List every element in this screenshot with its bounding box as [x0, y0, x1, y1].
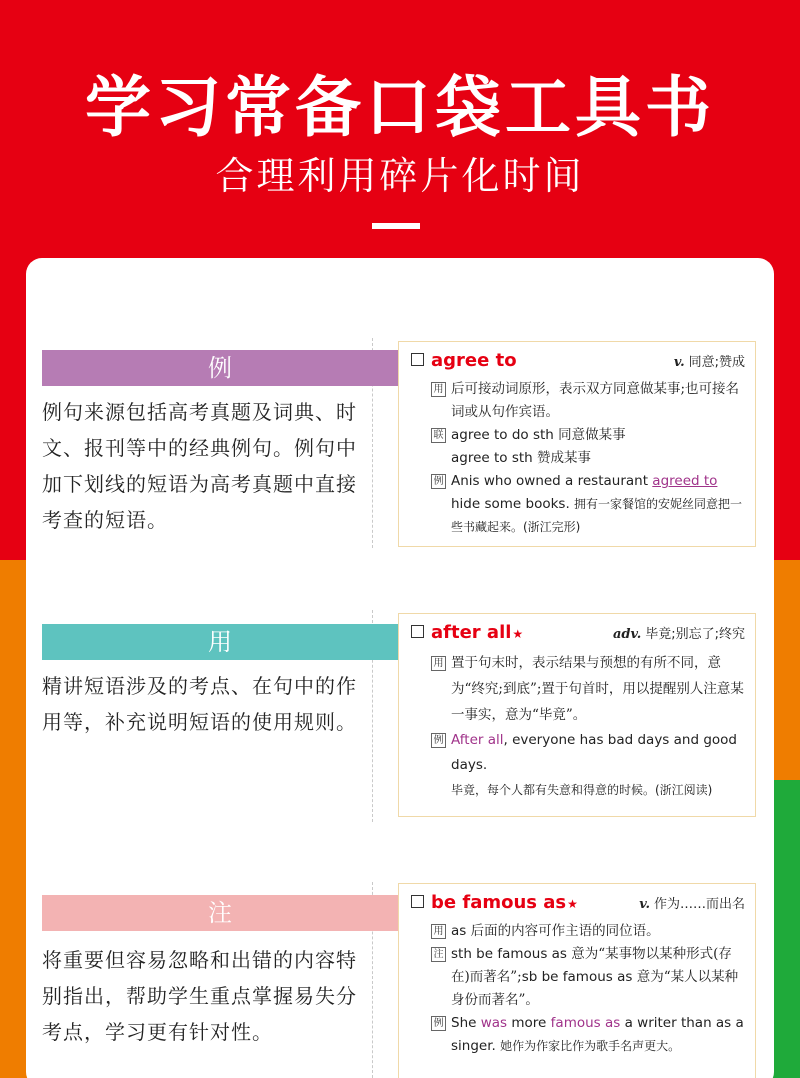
example-text: a writer than as a singer. — [451, 1015, 744, 1054]
usage-tag-icon: 用 — [431, 924, 446, 939]
entry-pos — [639, 893, 745, 912]
example-text: hide some books. — [451, 496, 570, 512]
entry-phrase: be famous as — [431, 892, 567, 913]
entry-meaning: 作为……而出名 — [653, 897, 745, 912]
link1-cn: 同意做某事 — [558, 427, 626, 443]
usage-row — [431, 920, 745, 943]
pos-label: adv. — [612, 627, 642, 642]
pos-label: v. — [639, 897, 650, 912]
usage-text: 置于句末时，表示结果与预想的有所不同，意为“终究;到底”;置于句首时，用以提醒别人注意某一事实，意为“毕竟”。 — [451, 655, 744, 723]
example-row — [431, 728, 745, 803]
page-subtitle: 合理利用碎片化时间 — [215, 154, 585, 198]
entry-meaning: 毕竟;别忘了;终究 — [645, 627, 745, 642]
entry-card-after-all — [398, 613, 756, 817]
link-row-2 — [431, 447, 745, 470]
link2-cn: 赞成某事 — [537, 450, 592, 466]
entry-card-be-famous-as — [398, 883, 756, 1078]
example-highlight: was — [480, 1015, 508, 1031]
usage-tag-icon: 用 — [431, 656, 446, 671]
usage-row — [431, 650, 745, 728]
link2-en: agree to sth — [451, 450, 533, 466]
example-tag-icon: 例 — [431, 474, 446, 489]
page-title: 学习常备口袋工具书 — [85, 69, 715, 146]
usage-text: 后面的内容可作主语的同位语。 — [470, 923, 660, 939]
entry-head — [411, 622, 745, 650]
checkbox-icon — [411, 353, 424, 366]
note-en: sth be famous as — [451, 946, 567, 962]
entry-pos — [613, 623, 745, 642]
link1-en: agree to do sth — [451, 427, 554, 443]
link-tag-icon: 联 — [431, 428, 446, 443]
entry-card-agree-to — [398, 341, 756, 547]
title-divider — [372, 223, 420, 229]
section-desc-li: 例句来源包括高考真题及词典、时文、报刊等中的经典例句。例句中加下划线的短语为高考真题中直接考查的短语。 — [42, 400, 357, 532]
entry-meaning: 同意;赞成 — [688, 355, 745, 370]
star-icon: ★ — [567, 897, 578, 911]
section-desc-yong: 精讲短语涉及的考点、在句中的作用等，补充说明短语的使用规则。 — [42, 674, 357, 734]
example-highlight: agreed to — [652, 473, 718, 489]
note-en: sb be famous as — [521, 969, 633, 985]
usage-row — [431, 378, 745, 424]
section-label-li: 例 — [42, 350, 398, 386]
note-cn: 意为“某事物以某种形式(存在)而著名”; — [451, 946, 732, 985]
checkbox-icon — [411, 895, 424, 908]
entry-head — [411, 892, 745, 920]
example-text: Anis who owned a restaurant — [451, 473, 648, 489]
usage-tag-icon: 用 — [431, 382, 446, 397]
note-cn: 意为“某人以某种身份而著名”。 — [451, 969, 739, 1008]
example-translation: 拥有一家餐馆的安妮丝同意把一些书藏起来。(浙江完形) — [451, 497, 743, 534]
star-icon: ★ — [512, 627, 524, 641]
section-label-zhu: 注 — [42, 895, 398, 931]
note-row — [431, 943, 745, 1012]
example-tag-icon: 例 — [431, 1016, 446, 1031]
example-text: She — [451, 1015, 477, 1031]
note-tag-icon: 注 — [431, 947, 446, 962]
usage-text: 后可接动词原形，表示双方同意做某事;也可接名词或从句作宾语。 — [451, 381, 740, 420]
example-text: more — [511, 1015, 547, 1031]
link-row — [431, 424, 745, 447]
example-text: , everyone has bad days and good days. — [451, 732, 737, 773]
example-highlight: famous as — [550, 1015, 621, 1031]
pos-label: v. — [673, 355, 685, 370]
entry-phrase: after all — [431, 622, 512, 643]
example-tag-icon: 例 — [431, 733, 446, 748]
section-label-yong: 用 — [42, 624, 398, 660]
example-highlight: After all — [451, 732, 504, 748]
section-desc-zhu: 将重要但容易忽略和出错的内容特别指出，帮助学生重点掌握易失分考点，学习更有针对性。 — [42, 948, 357, 1044]
example-translation: 毕竟，每个人都有失意和得意的时候。(浙江阅读) — [451, 783, 713, 797]
entry-head — [411, 350, 745, 378]
entry-pos — [674, 351, 745, 370]
example-row — [431, 470, 745, 539]
example-row — [431, 1012, 745, 1058]
entry-phrase: agree to — [431, 350, 517, 371]
checkbox-icon — [411, 625, 424, 638]
example-translation: 她作为作家比作为歌手名声更大。 — [500, 1039, 681, 1053]
usage-en: as — [451, 923, 467, 939]
